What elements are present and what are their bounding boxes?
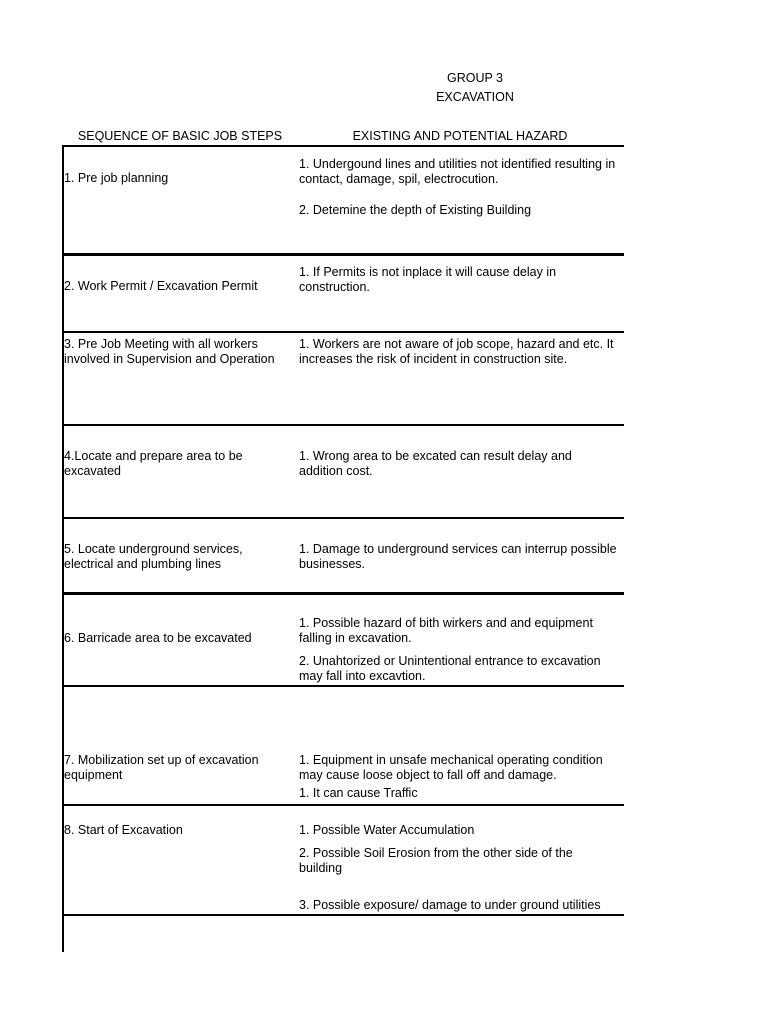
row-divider	[62, 517, 624, 519]
row-divider	[62, 253, 624, 256]
hazard-cell: 1. Equipment in unsafe mechanical operating condition may cause loose object to fall off and damage.	[299, 753, 603, 782]
group-title: GROUP 3	[446, 71, 504, 85]
hazard-cell: 1. Possible hazard of bith wirkers and and equipment falling in excavation.	[299, 616, 593, 645]
step-cell: 1. Pre job planning	[64, 171, 169, 185]
hazard-cell: 1. Workers are not aware of job scope, hazard and etc. It increases the risk of incident in construction site.	[299, 337, 614, 366]
column-header-steps: SEQUENCE OF BASIC JOB STEPS	[77, 129, 283, 143]
hazard-cell: 1. It can cause Traffic	[299, 786, 418, 800]
hazard-cell: 3. Possible exposure/ damage to under ground utilities	[299, 898, 601, 912]
row-divider	[62, 331, 624, 333]
hazard-cell: 1. Wrong area to be excated can result delay and addition cost.	[299, 449, 572, 478]
row-divider	[62, 592, 624, 595]
row-divider	[62, 424, 624, 426]
hazard-cell: 1. Possible Water Accumulation	[299, 823, 475, 837]
row-divider	[62, 685, 624, 687]
row-divider	[62, 804, 624, 806]
hazard-cell: 2. Unahtorized or Unintentional entrance to excavation may fall into excavtion.	[299, 654, 601, 683]
step-cell: 4.Locate and prepare area to be excavated	[64, 449, 243, 478]
row-divider	[62, 914, 624, 916]
hazard-cell: 2. Possible Soil Erosion from the other side of the building	[299, 846, 573, 875]
step-cell: 6. Barricade area to be excavated	[64, 631, 252, 645]
hazard-cell: 1. Damage to underground services can interrup possible businesses.	[299, 542, 617, 571]
hazard-cell: 1. Undergound lines and utilities not identified resulting in contact, damage, spil, electrocution.	[299, 157, 616, 186]
step-cell: 3. Pre Job Meeting with all workers involved in Supervision and Operation	[64, 337, 275, 366]
step-cell: 7. Mobilization set up of excavation equipment	[64, 753, 259, 782]
step-cell: 8. Start of Excavation	[64, 823, 183, 837]
hazard-cell: 2. Detemine the depth of Existing Building	[299, 203, 532, 217]
step-cell: 5. Locate underground services, electrical and plumbing lines	[64, 542, 243, 571]
column-header-hazards: EXISTING AND POTENTIAL HAZARD	[352, 129, 568, 143]
hazard-cell: 1. If Permits is not inplace it will cause delay in construction.	[299, 265, 557, 294]
step-cell: 2. Work Permit / Excavation Permit	[64, 279, 258, 293]
topic-title: EXCAVATION	[436, 90, 514, 104]
table-top-border	[62, 145, 624, 147]
